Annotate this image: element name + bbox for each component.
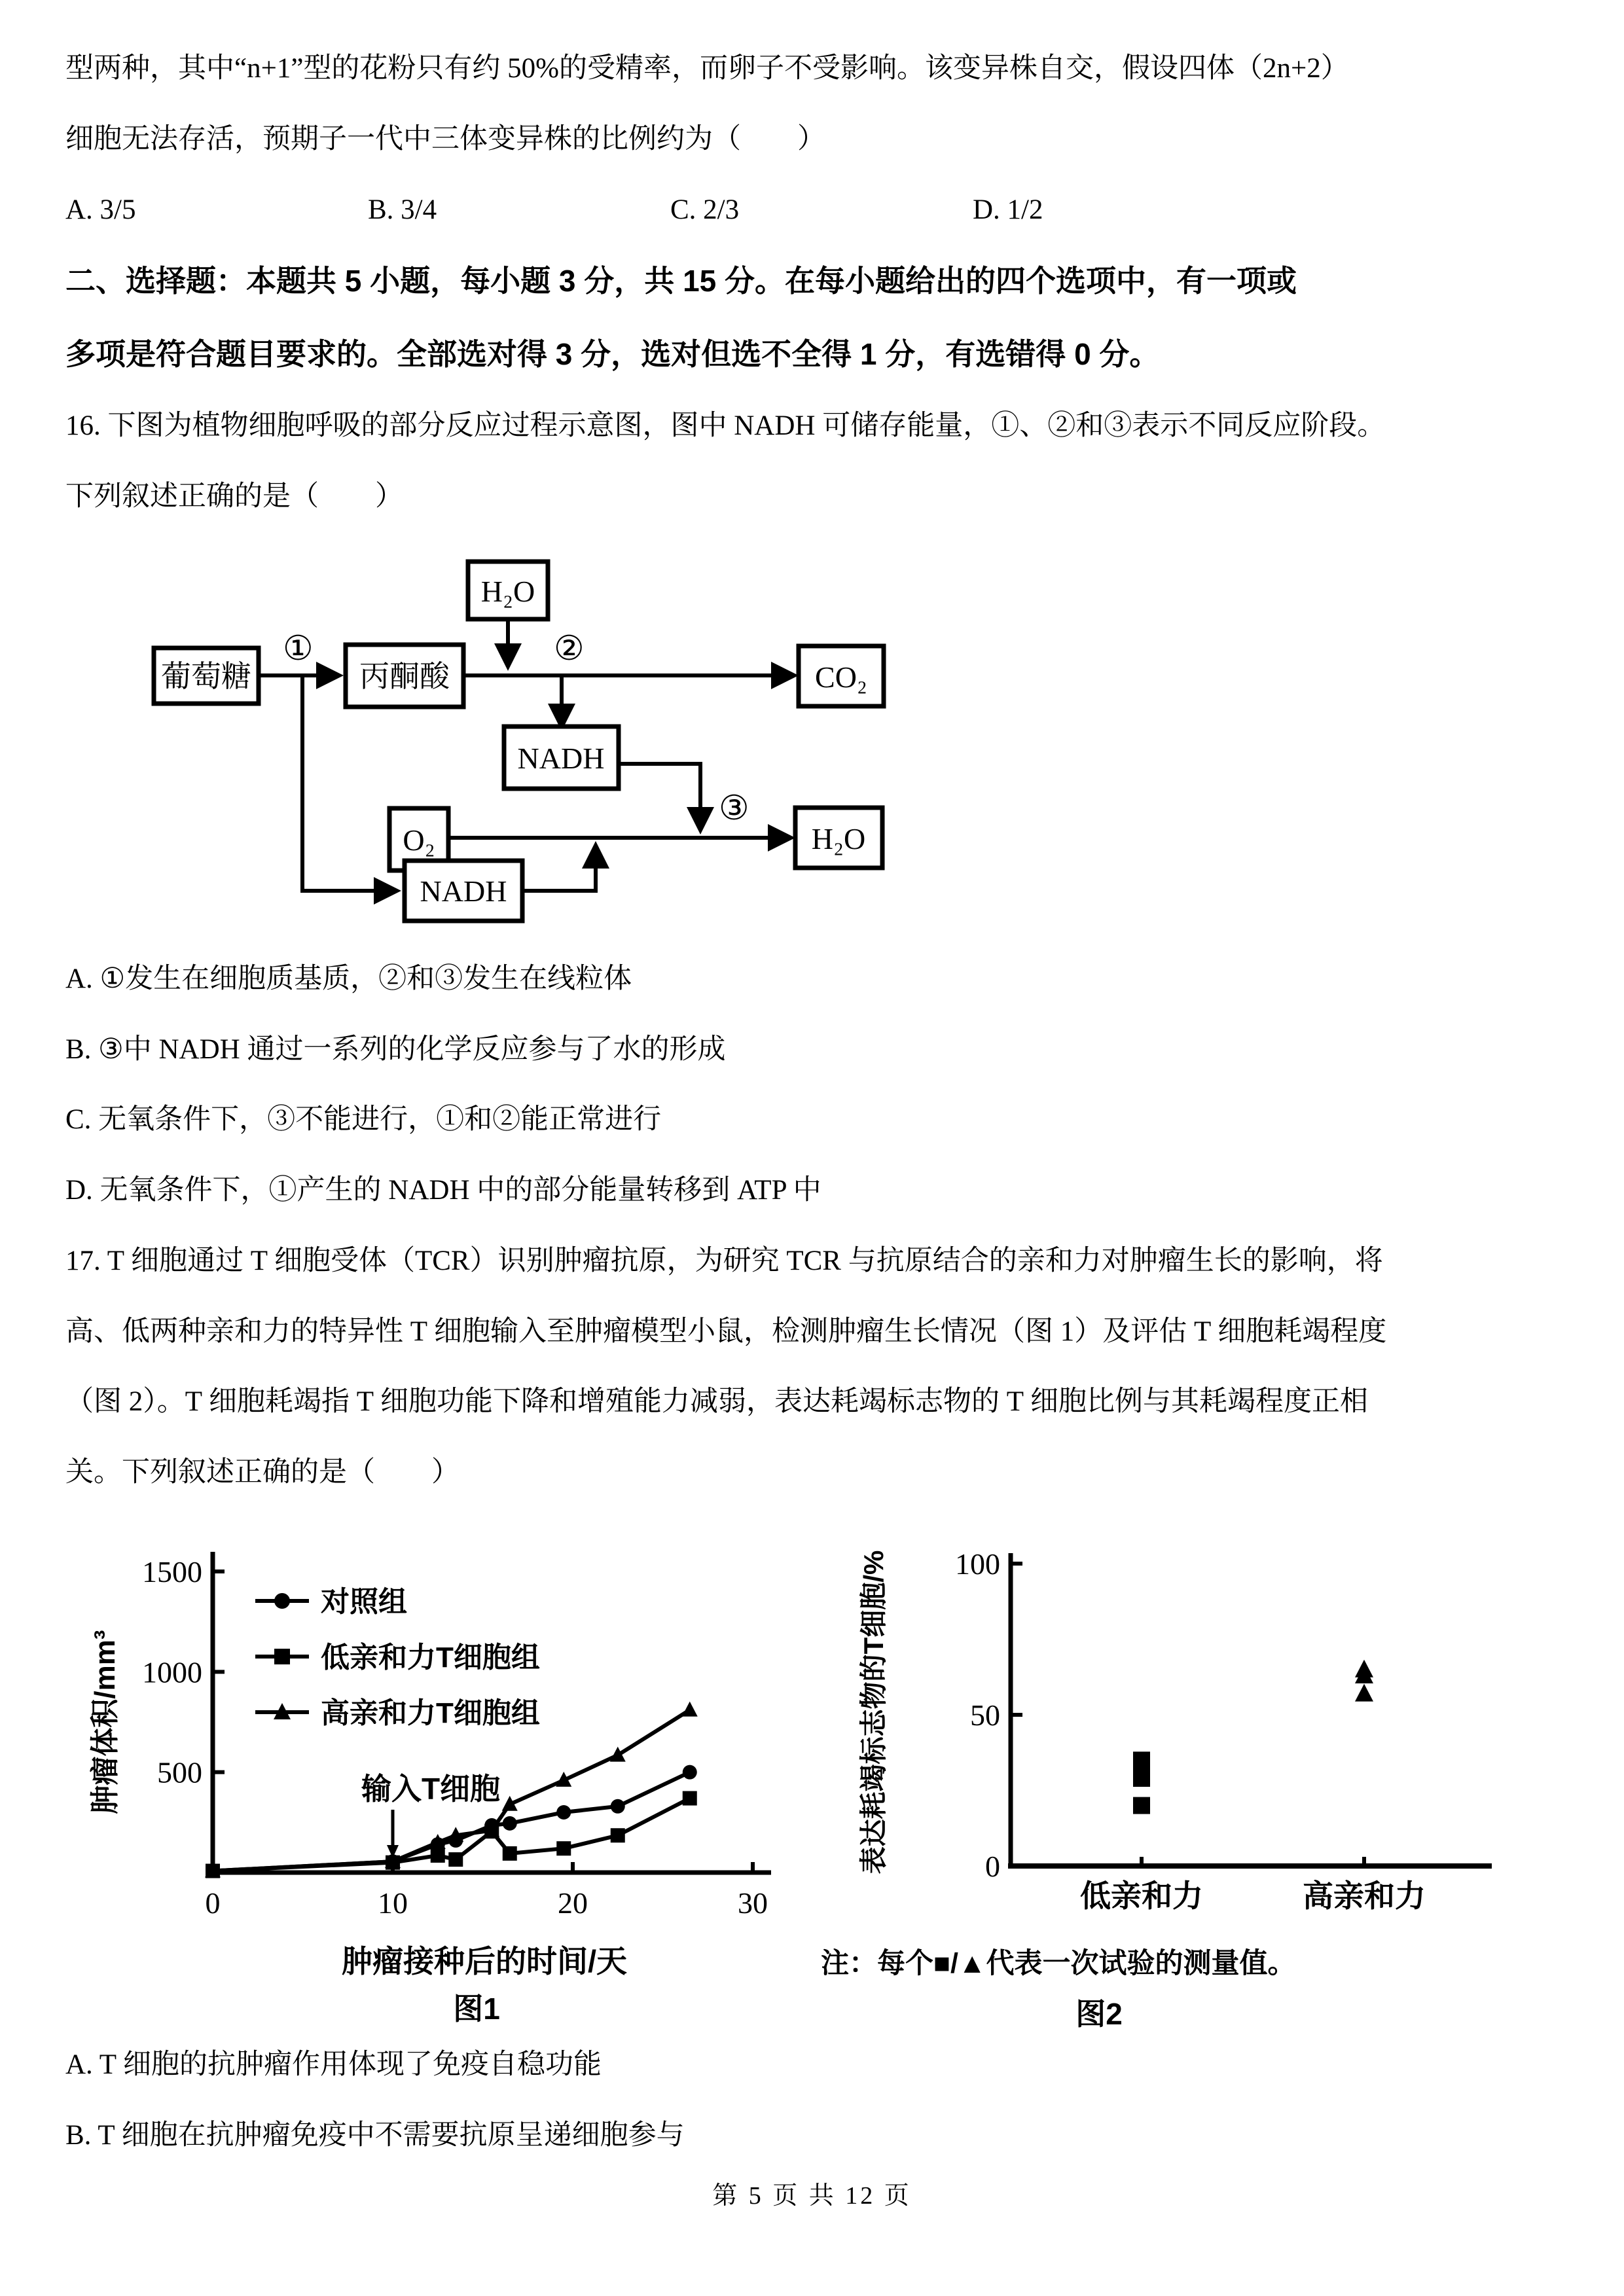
fig1-point-circle	[556, 1805, 571, 1820]
q16-option-b: B. ③中 NADH 通过一系列的化学反应参与了水的形成	[65, 1033, 726, 1065]
fig2-ytick-label: 100	[955, 1547, 1000, 1581]
figure1-block	[65, 1526, 812, 2037]
fig1-legend-label: 对照组	[321, 1585, 407, 1618]
fig1-ytick-label: 1000	[142, 1655, 202, 1689]
q16-stem-line2: 下列叙述正确的是（ ）	[65, 481, 403, 512]
water-top-label: H₂O	[480, 574, 535, 608]
q15-stem-line1: 型两种，其中“n+1”型的花粉只有约 50%的受精率，而卵子不受影响。该变异株自交，假设四体（2n+2）	[65, 53, 1349, 84]
q17-stem-line1: 17. T 细胞通过 T 细胞受体（TCR）识别肿瘤抗原，为研究 TCR 与抗原结合的亲和力对肿瘤生长的影响，将	[65, 1245, 1383, 1276]
q15-option-c: C. 2/3	[670, 194, 740, 225]
q17-option-a: A. T 细胞的抗肿瘤作用体现了免疫自稳功能	[65, 2049, 602, 2080]
fig1-point-square	[556, 1841, 571, 1856]
q15-stem-line2: 细胞无法存活，预期子一代中三体变异株的比例约为（ ）	[65, 123, 825, 154]
fig1-point-circle	[611, 1799, 625, 1814]
fig1-legend-square-marker	[274, 1649, 290, 1664]
section2-header-line1: 二、选择题：本题共 5 小题，每小题 3 分，共 15 分。在每小题给出的四个选项中，有一项或	[65, 264, 1297, 298]
step3-label: ③	[719, 789, 749, 827]
q15-option-d: D. 1/2	[973, 194, 1043, 225]
water-right-label: H₂O	[811, 821, 866, 855]
nadh-mid-label: NADH	[517, 741, 605, 775]
figure2-caption: 图2	[1075, 1996, 1123, 2031]
fig1-xtick-label: 0	[205, 1886, 221, 1920]
fig1-point-triangle	[682, 1701, 698, 1716]
co2-label: CO₂	[815, 660, 867, 694]
fig1-point-square	[431, 1848, 445, 1863]
fig1-point-circle	[683, 1765, 697, 1779]
step2-label: ②	[554, 630, 585, 668]
q17-option-b: B. T 细胞在抗肿瘤免疫中不需要抗原呈递细胞参与	[65, 2119, 685, 2151]
q17-stem-line3: （图 2）。T 细胞耗竭指 T 细胞功能下降和增殖能力减弱，表达耗竭标志物的 T 细胞比例与其耗竭程度正相	[65, 1386, 1368, 1418]
figure2-block	[821, 1526, 1593, 2034]
fig1-point-triangle	[610, 1746, 626, 1761]
page-footer: 第 5 页 共 12 页	[712, 2182, 912, 2210]
fig1-caption: 图1	[453, 1991, 500, 2026]
fig1-point-circle	[503, 1816, 517, 1831]
q15-options-row	[65, 192, 1559, 228]
fig1-ylabel: 肿瘤体积/mm³	[89, 1630, 121, 1814]
q16-diagram-wrap	[137, 550, 1559, 950]
q15-option-b: B. 3/4	[368, 194, 437, 225]
figure1-tumor-growth-chart	[65, 1526, 812, 2030]
figures-row	[65, 1526, 1559, 2037]
pyruvate-label: 丙酮酸	[359, 659, 450, 693]
q16-option-c: C. 无氧条件下，③不能进行，①和②能正常进行	[65, 1104, 662, 1136]
fig2-category-label: 高亲和力	[1303, 1878, 1426, 1913]
fig2-category-label: 低亲和力	[1080, 1878, 1203, 1913]
q17-stem-line2: 高、低两种亲和力的特异性 T 细胞输入至肿瘤模型小鼠，检测肿瘤生长情况（图 1）及评估 T 细胞耗竭程度	[65, 1316, 1387, 1347]
fig2-point-square	[1133, 1770, 1150, 1787]
glucose-label: 葡萄糖	[161, 659, 251, 693]
fig1-point-square	[611, 1828, 625, 1842]
figure2-exhaustion-chart	[821, 1526, 1593, 1931]
fig1-legend-circle-marker	[274, 1593, 290, 1609]
fig1-ytick-label: 500	[157, 1755, 202, 1789]
fig1-point-square	[448, 1852, 463, 1867]
step1-label: ①	[283, 630, 314, 668]
fig1-legend-label: 高亲和力T细胞组	[321, 1696, 540, 1729]
figure2-caption-wrap	[821, 1990, 1377, 2034]
fig1-xlabel: 肿瘤接种后的时间/天	[341, 1943, 628, 1979]
nadh-bottom-label: NADH	[420, 874, 507, 908]
q15-option-a: A. 3/5	[65, 194, 136, 225]
figure2-note: 注：每个■/▲代表一次试验的测量值。	[821, 1947, 1296, 1979]
fig2-ylabel: 表达耗竭标志物的T细胞/%	[858, 1550, 889, 1874]
fig2-point-square	[1133, 1797, 1150, 1814]
fig2-point-triangle	[1355, 1683, 1373, 1701]
fig2-ytick-label: 50	[970, 1698, 1000, 1732]
fig1-point-square	[503, 1846, 517, 1861]
fig1-ytick-label: 1500	[142, 1554, 202, 1588]
q16-option-d: D. 无氧条件下，①产生的 NADH 中的部分能量转移到 ATP 中	[65, 1175, 821, 1206]
fig1-point-square	[683, 1791, 697, 1805]
fig2-ytick-label: 0	[985, 1849, 1000, 1883]
fig1-annotation-label: 输入T细胞	[361, 1771, 501, 1806]
q16-option-a: A. ①发生在细胞质基质，②和③发生在线粒体	[65, 963, 632, 994]
fig1-xtick-label: 20	[558, 1886, 588, 1920]
o2-label: O₂	[403, 823, 435, 857]
q16-stem-line1: 16. 下图为植物细胞呼吸的部分反应过程示意图，图中 NADH 可储存能量，①、②和③表示不同反应阶段。	[65, 410, 1386, 442]
section2-header-line2: 多项是符合题目要求的。全部选对得 3 分，选对但选不全得 1 分，有选错得 0 分。	[65, 336, 1160, 371]
fig1-legend-label: 低亲和力T细胞组	[321, 1641, 540, 1674]
q16-respiration-diagram	[137, 550, 890, 942]
fig1-xtick-label: 10	[378, 1886, 408, 1920]
q17-stem-line4: 关。下列叙述正确的是（ ）	[65, 1457, 460, 1488]
fig1-xtick-label: 30	[738, 1886, 768, 1920]
